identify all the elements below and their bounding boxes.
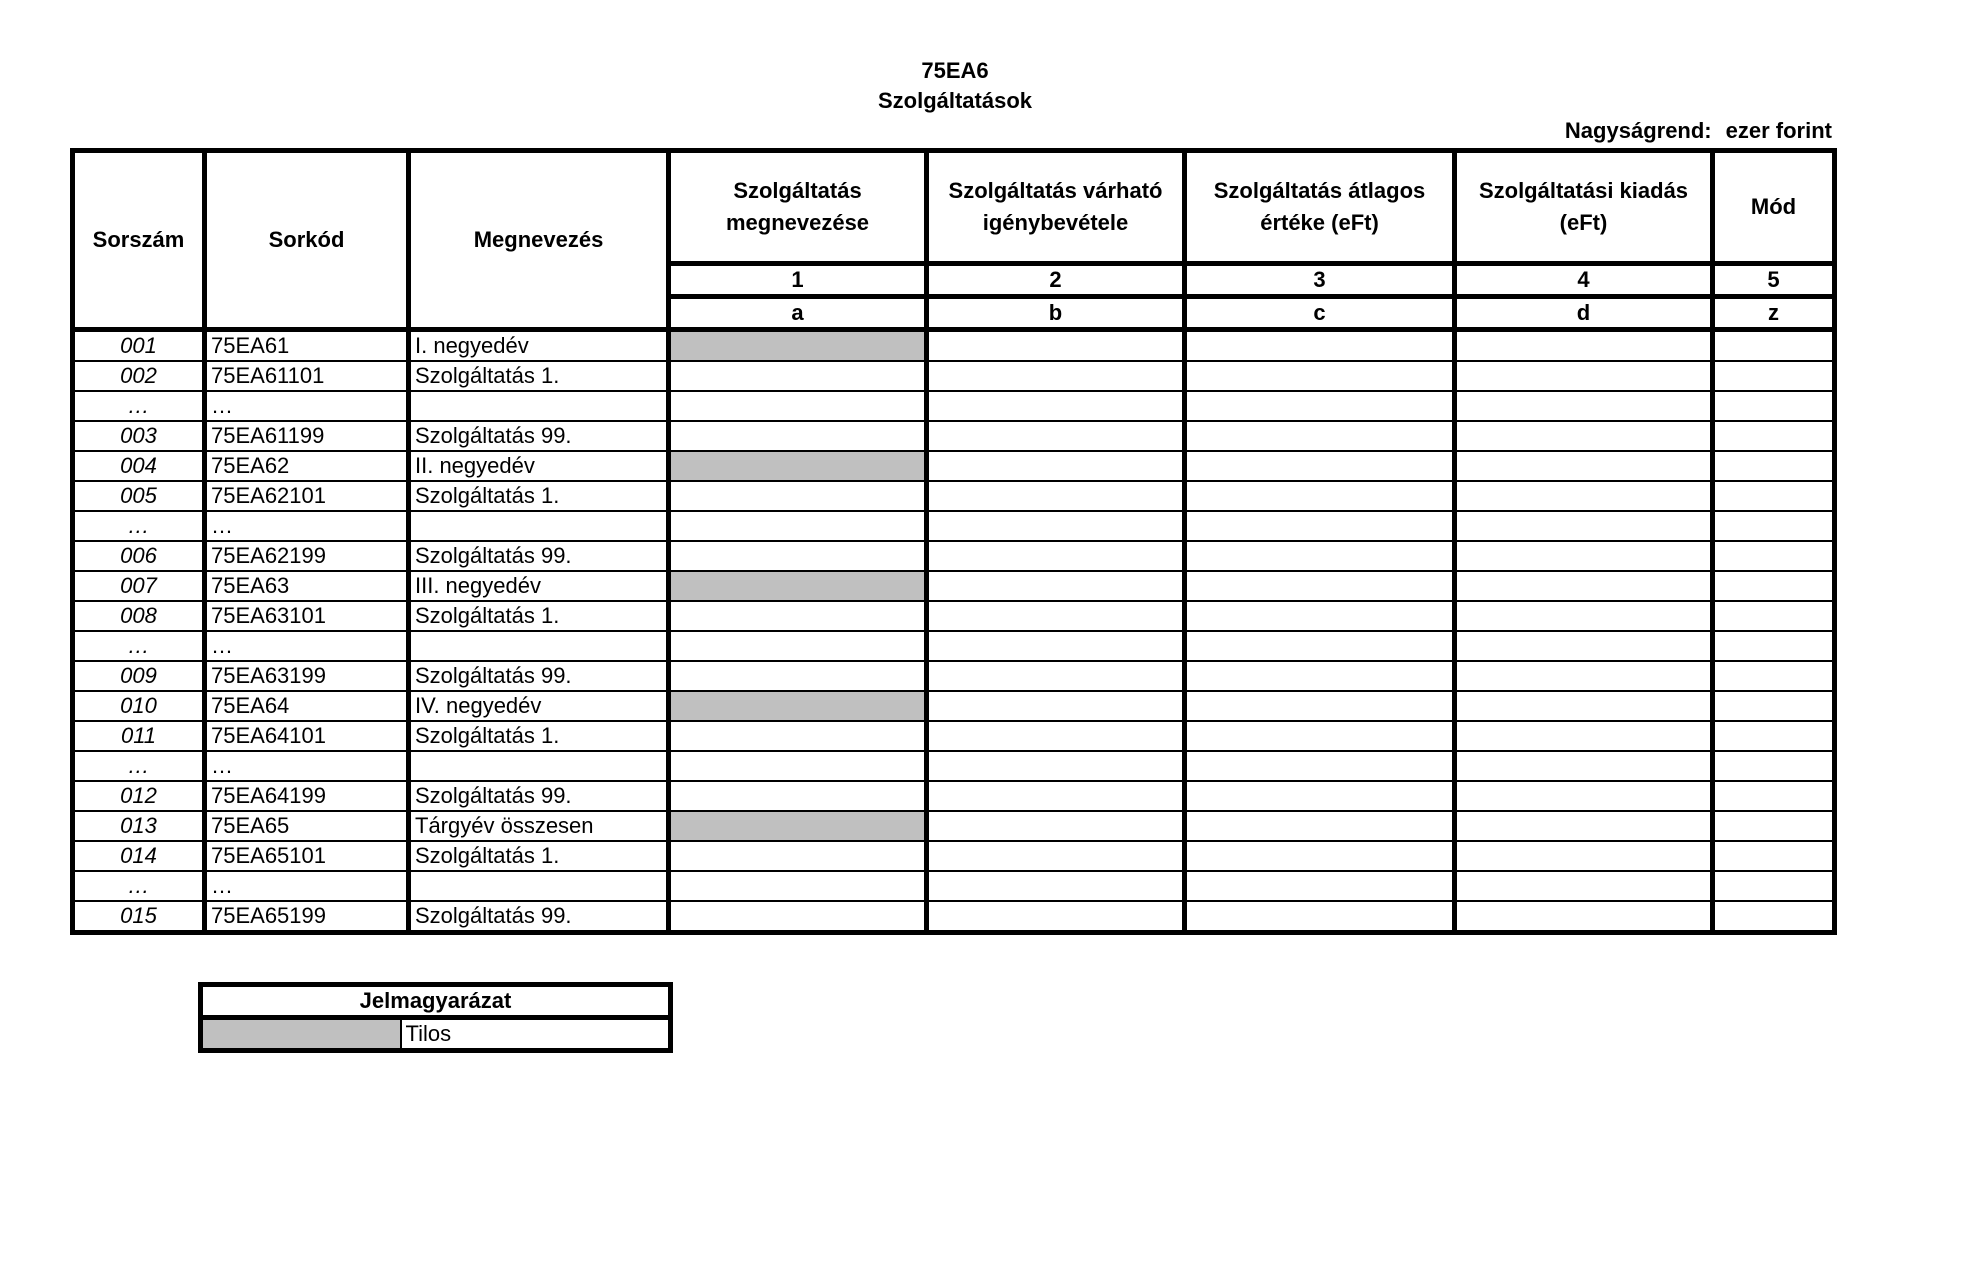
cell-col-1[interactable] bbox=[669, 781, 927, 811]
form-title: Szolgáltatások bbox=[877, 88, 1033, 113]
row-sorkod: 75EA63199 bbox=[205, 661, 409, 691]
header-num-2: 2 bbox=[927, 264, 1185, 297]
cell-col-4[interactable] bbox=[1455, 901, 1713, 933]
cell-col-4[interactable] bbox=[1455, 330, 1713, 362]
legend-table bbox=[198, 982, 673, 1053]
row-sorkod: 75EA61 bbox=[205, 330, 409, 362]
row-sorkod: 75EA63 bbox=[205, 571, 409, 601]
cell-col-4[interactable] bbox=[1455, 601, 1713, 631]
table-row bbox=[73, 421, 1835, 451]
cell-col-5[interactable] bbox=[1713, 511, 1835, 541]
row-sorkod: 75EA64 bbox=[205, 691, 409, 721]
cell-col-5[interactable] bbox=[1713, 631, 1835, 661]
row-megnevezes: IV. negyedév bbox=[409, 691, 669, 721]
cell-col-1 bbox=[669, 330, 927, 362]
row-sorszam: … bbox=[73, 751, 205, 781]
row-sorkod: 75EA62101 bbox=[205, 481, 409, 511]
legend-swatch-forbidden bbox=[201, 1018, 401, 1051]
row-megnevezes: Szolgáltatás 1. bbox=[409, 841, 669, 871]
row-megnevezes: Tárgyév összesen bbox=[409, 811, 669, 841]
cell-col-1[interactable] bbox=[669, 481, 927, 511]
row-megnevezes: Szolgáltatás 1. bbox=[409, 721, 669, 751]
table-row bbox=[73, 631, 1835, 661]
cell-col-2[interactable] bbox=[927, 691, 1185, 721]
cell-col-2[interactable] bbox=[927, 571, 1185, 601]
row-sorszam: 012 bbox=[73, 781, 205, 811]
row-megnevezes: Szolgáltatás 99. bbox=[409, 781, 669, 811]
table-row bbox=[73, 571, 1835, 601]
cell-col-5[interactable] bbox=[1713, 330, 1835, 362]
cell-col-3[interactable] bbox=[1185, 601, 1455, 631]
cell-col-5[interactable] bbox=[1713, 811, 1835, 841]
cell-col-2[interactable] bbox=[927, 361, 1185, 391]
table-row bbox=[73, 841, 1835, 871]
services-table bbox=[70, 148, 1837, 935]
header-letter-z: z bbox=[1713, 297, 1835, 330]
cell-col-5[interactable] bbox=[1713, 571, 1835, 601]
cell-col-4[interactable] bbox=[1455, 751, 1713, 781]
cell-col-5[interactable] bbox=[1713, 871, 1835, 901]
cell-col-4[interactable] bbox=[1455, 871, 1713, 901]
cell-col-5[interactable] bbox=[1713, 361, 1835, 391]
row-sorszam: 002 bbox=[73, 361, 205, 391]
cell-col-4[interactable] bbox=[1455, 661, 1713, 691]
legend-label-forbidden: Tilos bbox=[401, 1018, 671, 1051]
cell-col-1[interactable] bbox=[669, 421, 927, 451]
cell-col-3[interactable] bbox=[1185, 691, 1455, 721]
row-sorkod: 75EA62199 bbox=[205, 541, 409, 571]
row-sorszam: 005 bbox=[73, 481, 205, 511]
row-sorszam: 013 bbox=[73, 811, 205, 841]
cell-col-5[interactable] bbox=[1713, 901, 1835, 933]
row-megnevezes bbox=[409, 871, 669, 901]
row-sorkod: 75EA62 bbox=[205, 451, 409, 481]
cell-col-5[interactable] bbox=[1713, 601, 1835, 631]
row-sorkod: 75EA64199 bbox=[205, 781, 409, 811]
row-sorszam: 007 bbox=[73, 571, 205, 601]
cell-col-1 bbox=[669, 571, 927, 601]
cell-col-1[interactable] bbox=[669, 721, 927, 751]
header-megnevezes: Megnevezés bbox=[409, 151, 669, 330]
cell-col-5[interactable] bbox=[1713, 751, 1835, 781]
cell-col-3[interactable] bbox=[1185, 361, 1455, 391]
header-num-3: 3 bbox=[1185, 264, 1455, 297]
row-megnevezes bbox=[409, 751, 669, 781]
table-row bbox=[73, 811, 1835, 841]
cell-col-3[interactable] bbox=[1185, 781, 1455, 811]
header-num-4: 4 bbox=[1455, 264, 1713, 297]
cell-col-4[interactable] bbox=[1455, 781, 1713, 811]
cell-col-4[interactable] bbox=[1455, 421, 1713, 451]
table-row bbox=[73, 541, 1835, 571]
cell-col-3[interactable] bbox=[1185, 330, 1455, 362]
cell-col-1[interactable] bbox=[669, 541, 927, 571]
row-megnevezes: III. negyedév bbox=[409, 571, 669, 601]
cell-col-3[interactable] bbox=[1185, 841, 1455, 871]
header-sorszam: Sorszám bbox=[73, 151, 205, 330]
row-sorkod: … bbox=[205, 871, 409, 901]
cell-col-4[interactable] bbox=[1455, 511, 1713, 541]
table-row bbox=[73, 330, 1835, 362]
cell-col-2[interactable] bbox=[927, 511, 1185, 541]
row-sorkod: 75EA65101 bbox=[205, 841, 409, 871]
row-megnevezes: Szolgáltatás 1. bbox=[409, 481, 669, 511]
cell-col-5[interactable] bbox=[1713, 451, 1835, 481]
cell-col-1 bbox=[669, 691, 927, 721]
row-sorkod: … bbox=[205, 751, 409, 781]
cell-col-4[interactable] bbox=[1455, 841, 1713, 871]
table-row bbox=[73, 361, 1835, 391]
cell-col-5[interactable] bbox=[1713, 721, 1835, 751]
table-row bbox=[73, 451, 1835, 481]
row-sorszam: 001 bbox=[73, 330, 205, 362]
cell-col-1[interactable] bbox=[669, 511, 927, 541]
cell-col-4[interactable] bbox=[1455, 481, 1713, 511]
row-sorkod: … bbox=[205, 511, 409, 541]
table-row bbox=[73, 391, 1835, 421]
row-megnevezes: Szolgáltatás 1. bbox=[409, 601, 669, 631]
cell-col-1[interactable] bbox=[669, 901, 927, 933]
cell-col-1 bbox=[669, 811, 927, 841]
row-sorszam: … bbox=[73, 631, 205, 661]
row-sorkod: 75EA64101 bbox=[205, 721, 409, 751]
cell-col-4[interactable] bbox=[1455, 811, 1713, 841]
table-row bbox=[73, 901, 1835, 933]
cell-col-3[interactable] bbox=[1185, 511, 1455, 541]
cell-col-3[interactable] bbox=[1185, 541, 1455, 571]
cell-col-2[interactable] bbox=[927, 871, 1185, 901]
cell-col-2[interactable] bbox=[927, 901, 1185, 933]
table-body bbox=[73, 330, 1835, 933]
row-sorkod: … bbox=[205, 631, 409, 661]
header-letter-a: a bbox=[669, 297, 927, 330]
cell-col-3[interactable] bbox=[1185, 751, 1455, 781]
row-sorszam: 009 bbox=[73, 661, 205, 691]
header-col-5: Mód bbox=[1713, 151, 1835, 264]
row-megnevezes bbox=[409, 391, 669, 421]
table-row bbox=[73, 751, 1835, 781]
row-sorkod: 75EA63101 bbox=[205, 601, 409, 631]
cell-col-1[interactable] bbox=[669, 601, 927, 631]
table-row bbox=[73, 781, 1835, 811]
table-row bbox=[73, 871, 1835, 901]
table-row bbox=[73, 691, 1835, 721]
row-sorszam: 010 bbox=[73, 691, 205, 721]
table-row bbox=[73, 601, 1835, 631]
row-sorszam: 011 bbox=[73, 721, 205, 751]
cell-col-5[interactable] bbox=[1713, 541, 1835, 571]
table-row bbox=[73, 661, 1835, 691]
table-row bbox=[73, 721, 1835, 751]
cell-col-1[interactable] bbox=[669, 871, 927, 901]
cell-col-2[interactable] bbox=[927, 451, 1185, 481]
cell-col-4[interactable] bbox=[1455, 721, 1713, 751]
row-sorkod: … bbox=[205, 391, 409, 421]
cell-col-3[interactable] bbox=[1185, 661, 1455, 691]
cell-col-3[interactable] bbox=[1185, 391, 1455, 421]
row-sorkod: 75EA65199 bbox=[205, 901, 409, 933]
table-row bbox=[73, 481, 1835, 511]
row-sorszam: 006 bbox=[73, 541, 205, 571]
row-megnevezes: I. negyedév bbox=[409, 330, 669, 362]
row-megnevezes: Szolgáltatás 99. bbox=[409, 661, 669, 691]
cell-col-3[interactable] bbox=[1185, 481, 1455, 511]
cell-col-5[interactable] bbox=[1713, 661, 1835, 691]
cell-col-5[interactable] bbox=[1713, 691, 1835, 721]
cell-col-3[interactable] bbox=[1185, 871, 1455, 901]
cell-col-4[interactable] bbox=[1455, 451, 1713, 481]
cell-col-1[interactable] bbox=[669, 751, 927, 781]
cell-col-2[interactable] bbox=[927, 421, 1185, 451]
cell-col-3[interactable] bbox=[1185, 451, 1455, 481]
cell-col-2[interactable] bbox=[927, 661, 1185, 691]
row-sorkod: 75EA61101 bbox=[205, 361, 409, 391]
cell-col-2[interactable] bbox=[927, 601, 1185, 631]
cell-col-5[interactable] bbox=[1713, 421, 1835, 451]
row-sorszam: 014 bbox=[73, 841, 205, 871]
unit-note bbox=[1450, 118, 1832, 144]
cell-col-4[interactable] bbox=[1455, 571, 1713, 601]
row-sorszam: 008 bbox=[73, 601, 205, 631]
cell-col-2[interactable] bbox=[927, 330, 1185, 362]
cell-col-2[interactable] bbox=[927, 721, 1185, 751]
cell-col-2[interactable] bbox=[927, 541, 1185, 571]
cell-col-4[interactable] bbox=[1455, 541, 1713, 571]
row-sorszam: … bbox=[73, 391, 205, 421]
header-col-2: Szolgáltatás várható igénybevétele bbox=[927, 151, 1185, 264]
cell-col-3[interactable] bbox=[1185, 811, 1455, 841]
cell-col-4[interactable] bbox=[1455, 691, 1713, 721]
row-sorkod: 75EA65 bbox=[205, 811, 409, 841]
row-sorszam: 015 bbox=[73, 901, 205, 933]
unit-value: ezer forint bbox=[1725, 118, 1832, 143]
row-megnevezes bbox=[409, 631, 669, 661]
header-letter-b: b bbox=[927, 297, 1185, 330]
row-megnevezes: Szolgáltatás 99. bbox=[409, 421, 669, 451]
row-sorszam: 004 bbox=[73, 451, 205, 481]
cell-col-5[interactable] bbox=[1713, 841, 1835, 871]
cell-col-4[interactable] bbox=[1455, 391, 1713, 421]
cell-col-1[interactable] bbox=[669, 631, 927, 661]
header-col-3: Szolgáltatás átlagos értéke (eFt) bbox=[1185, 151, 1455, 264]
cell-col-1 bbox=[669, 451, 927, 481]
cell-col-2[interactable] bbox=[927, 751, 1185, 781]
row-sorszam: 003 bbox=[73, 421, 205, 451]
row-sorszam: … bbox=[73, 871, 205, 901]
header-col-1: Szolgáltatás megnevezése bbox=[669, 151, 927, 264]
header-num-5: 5 bbox=[1713, 264, 1835, 297]
header-num-1: 1 bbox=[669, 264, 927, 297]
row-megnevezes bbox=[409, 511, 669, 541]
cell-col-4[interactable] bbox=[1455, 631, 1713, 661]
cell-col-3[interactable] bbox=[1185, 901, 1455, 933]
cell-col-2[interactable] bbox=[927, 811, 1185, 841]
cell-col-1[interactable] bbox=[669, 661, 927, 691]
row-sorszam: … bbox=[73, 511, 205, 541]
row-megnevezes: Szolgáltatás 1. bbox=[409, 361, 669, 391]
header-sorkod: Sorkód bbox=[205, 151, 409, 330]
table-row bbox=[73, 511, 1835, 541]
cell-col-2[interactable] bbox=[927, 391, 1185, 421]
cell-col-1[interactable] bbox=[669, 361, 927, 391]
row-megnevezes: Szolgáltatás 99. bbox=[409, 541, 669, 571]
cell-col-5[interactable] bbox=[1713, 391, 1835, 421]
cell-col-3[interactable] bbox=[1185, 421, 1455, 451]
form-code-title: 75EA6 bbox=[921, 58, 989, 83]
cell-col-3[interactable] bbox=[1185, 631, 1455, 661]
row-megnevezes: Szolgáltatás 99. bbox=[409, 901, 669, 933]
unit-label: Nagyságrend: bbox=[1564, 118, 1712, 143]
cell-col-1[interactable] bbox=[669, 391, 927, 421]
cell-col-2[interactable] bbox=[927, 481, 1185, 511]
legend-title: Jelmagyarázat bbox=[201, 985, 671, 1018]
cell-col-3[interactable] bbox=[1185, 571, 1455, 601]
cell-col-5[interactable] bbox=[1713, 781, 1835, 811]
cell-col-1[interactable] bbox=[669, 841, 927, 871]
cell-col-5[interactable] bbox=[1713, 481, 1835, 511]
cell-col-2[interactable] bbox=[927, 781, 1185, 811]
cell-col-4[interactable] bbox=[1455, 361, 1713, 391]
cell-col-2[interactable] bbox=[927, 631, 1185, 661]
header-letter-c: c bbox=[1185, 297, 1455, 330]
cell-col-2[interactable] bbox=[927, 841, 1185, 871]
row-megnevezes: II. negyedév bbox=[409, 451, 669, 481]
header-col-4: Szolgáltatási kiadás (eFt) bbox=[1455, 151, 1713, 264]
cell-col-3[interactable] bbox=[1185, 721, 1455, 751]
header-letter-d: d bbox=[1455, 297, 1713, 330]
row-sorkod: 75EA61199 bbox=[205, 421, 409, 451]
